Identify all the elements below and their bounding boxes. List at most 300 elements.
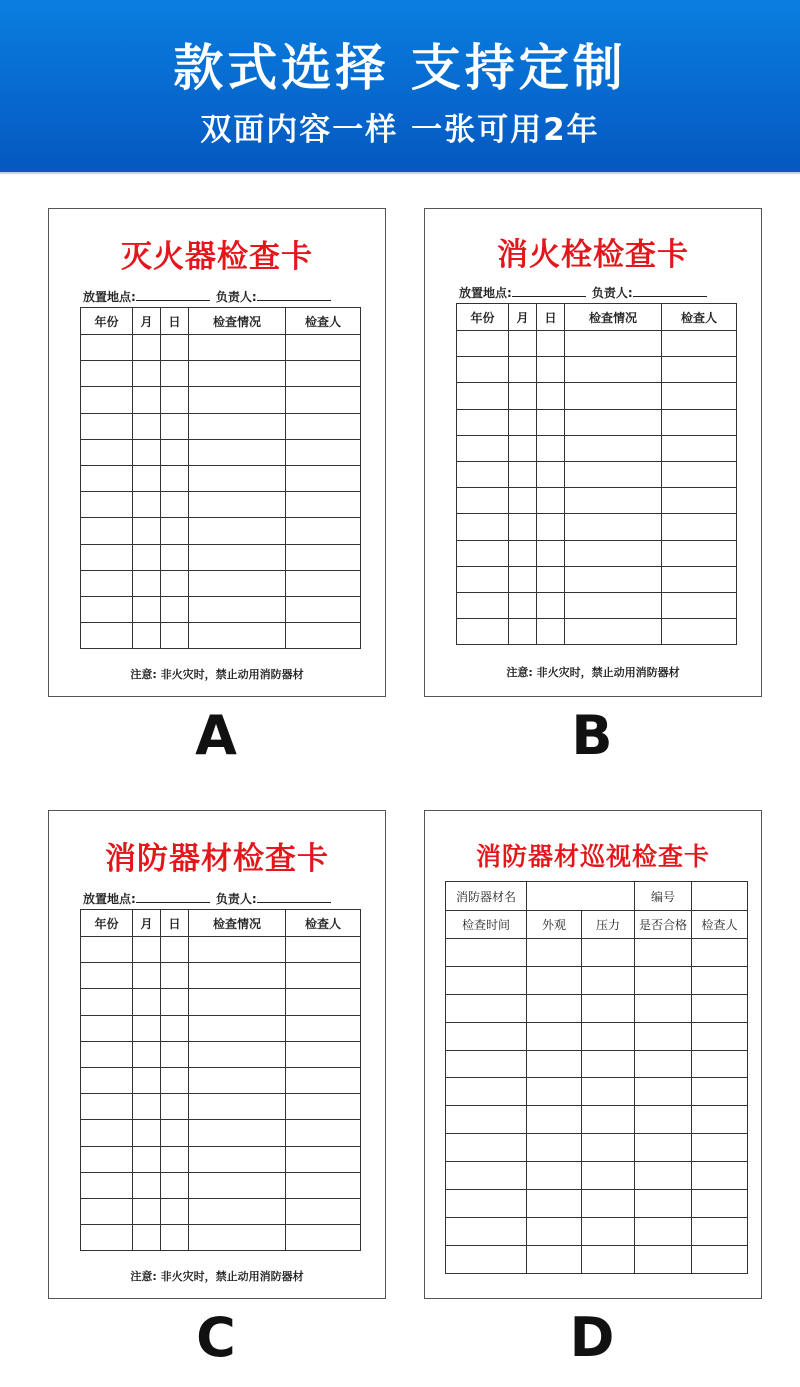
patrol-table bbox=[445, 881, 748, 1274]
table-cell[interactable] bbox=[81, 361, 133, 387]
table-cell[interactable] bbox=[161, 518, 189, 544]
table-cell[interactable] bbox=[662, 488, 737, 514]
table-cell[interactable] bbox=[81, 544, 133, 570]
table-cell[interactable] bbox=[81, 1120, 133, 1146]
table-cell[interactable] bbox=[509, 566, 537, 592]
header-cell: 月 bbox=[133, 910, 161, 937]
table-cell[interactable] bbox=[81, 1172, 133, 1198]
header-cell: 月 bbox=[509, 304, 537, 331]
table-cell[interactable] bbox=[161, 963, 189, 989]
table-row bbox=[446, 1190, 748, 1218]
table-cell[interactable] bbox=[635, 939, 692, 967]
table-cell[interactable] bbox=[81, 989, 133, 1015]
banner bbox=[0, 0, 800, 174]
table-row bbox=[457, 357, 737, 383]
table-cell[interactable] bbox=[189, 1198, 286, 1224]
table-cell[interactable] bbox=[692, 1106, 748, 1134]
table-cell[interactable] bbox=[565, 435, 662, 461]
table-cell[interactable] bbox=[582, 1190, 635, 1218]
table-cell[interactable] bbox=[635, 1106, 692, 1134]
table-cell[interactable] bbox=[286, 570, 361, 596]
table-cell[interactable] bbox=[582, 1022, 635, 1050]
table-cell[interactable] bbox=[446, 1217, 527, 1245]
table-cell[interactable] bbox=[161, 596, 189, 622]
table-cell[interactable] bbox=[81, 439, 133, 465]
table-row bbox=[457, 619, 737, 645]
table-cell[interactable] bbox=[527, 1022, 582, 1050]
table-cell[interactable] bbox=[189, 335, 286, 361]
table-cell[interactable] bbox=[161, 1225, 189, 1251]
table-row bbox=[81, 1225, 361, 1251]
table-cell[interactable] bbox=[692, 966, 748, 994]
table-cell[interactable] bbox=[457, 331, 509, 357]
table-row bbox=[446, 1217, 748, 1245]
table-cell[interactable] bbox=[509, 357, 537, 383]
table-cell[interactable] bbox=[286, 1120, 361, 1146]
table-cell[interactable] bbox=[537, 540, 565, 566]
table-cell[interactable] bbox=[692, 1162, 748, 1190]
table-cell[interactable] bbox=[161, 544, 189, 570]
table-cell[interactable] bbox=[582, 939, 635, 967]
table-cell[interactable] bbox=[662, 619, 737, 645]
table-header bbox=[457, 304, 737, 331]
header-cell: 年份 bbox=[81, 308, 133, 335]
table-cell[interactable] bbox=[565, 461, 662, 487]
table-cell[interactable] bbox=[286, 937, 361, 963]
table-cell[interactable] bbox=[133, 989, 161, 1015]
table-row bbox=[81, 1094, 361, 1120]
table-cell[interactable] bbox=[527, 1078, 582, 1106]
table-cell[interactable] bbox=[457, 514, 509, 540]
table-row bbox=[457, 435, 737, 461]
table-cell[interactable] bbox=[161, 1172, 189, 1198]
table-cell[interactable] bbox=[537, 592, 565, 618]
card-d bbox=[424, 810, 762, 1299]
table-cell[interactable] bbox=[161, 937, 189, 963]
table-cell[interactable] bbox=[446, 994, 527, 1022]
table-cell[interactable] bbox=[692, 1022, 748, 1050]
table-cell[interactable] bbox=[662, 592, 737, 618]
table-cell[interactable] bbox=[161, 1198, 189, 1224]
table-cell[interactable] bbox=[286, 439, 361, 465]
table-cell[interactable] bbox=[81, 596, 133, 622]
table-cell[interactable] bbox=[81, 937, 133, 963]
table-cell[interactable] bbox=[457, 566, 509, 592]
table-cell[interactable] bbox=[133, 1172, 161, 1198]
header-cell: 检查情况 bbox=[189, 910, 286, 937]
table-row bbox=[81, 465, 361, 491]
number-value[interactable] bbox=[692, 882, 748, 911]
table-cell[interactable] bbox=[133, 623, 161, 649]
table-cell[interactable] bbox=[692, 939, 748, 967]
table-cell[interactable] bbox=[286, 1067, 361, 1093]
table-row bbox=[81, 623, 361, 649]
table-cell[interactable] bbox=[635, 1217, 692, 1245]
table-cell[interactable] bbox=[537, 514, 565, 540]
table-cell[interactable] bbox=[635, 1162, 692, 1190]
table-cell[interactable] bbox=[446, 1134, 527, 1162]
table-row bbox=[81, 1172, 361, 1198]
table-cell[interactable] bbox=[161, 1146, 189, 1172]
table-cell[interactable] bbox=[662, 383, 737, 409]
table-cell[interactable] bbox=[692, 1078, 748, 1106]
table-cell[interactable] bbox=[457, 409, 509, 435]
table-cell[interactable] bbox=[457, 592, 509, 618]
table-cell[interactable] bbox=[582, 966, 635, 994]
table-cell[interactable] bbox=[446, 1050, 527, 1078]
table-cell[interactable] bbox=[565, 331, 662, 357]
table-cell[interactable] bbox=[286, 623, 361, 649]
table-cell[interactable] bbox=[286, 1094, 361, 1120]
table-cell[interactable] bbox=[565, 540, 662, 566]
location-line bbox=[136, 892, 210, 903]
header-cell: 日 bbox=[161, 308, 189, 335]
table-cell[interactable] bbox=[692, 1050, 748, 1078]
table-cell[interactable] bbox=[662, 540, 737, 566]
table-cell[interactable] bbox=[161, 439, 189, 465]
table-cell[interactable] bbox=[286, 989, 361, 1015]
table-cell[interactable] bbox=[509, 592, 537, 618]
person-line bbox=[257, 892, 331, 903]
table-cell[interactable] bbox=[81, 1146, 133, 1172]
table-row bbox=[446, 1245, 748, 1273]
table-cell[interactable] bbox=[133, 596, 161, 622]
table-cell[interactable] bbox=[81, 1225, 133, 1251]
table-row bbox=[81, 1198, 361, 1224]
table-cell[interactable] bbox=[662, 514, 737, 540]
table-cell[interactable] bbox=[446, 1245, 527, 1273]
card-title: 消火栓检查卡 bbox=[497, 237, 689, 273]
table-cell[interactable] bbox=[446, 1162, 527, 1190]
table-cell[interactable] bbox=[133, 1146, 161, 1172]
table-cell[interactable] bbox=[662, 357, 737, 383]
table-cell[interactable] bbox=[582, 1217, 635, 1245]
table-cell[interactable] bbox=[133, 387, 161, 413]
table-cell[interactable] bbox=[286, 596, 361, 622]
table-cell[interactable] bbox=[133, 1067, 161, 1093]
table-cell[interactable] bbox=[527, 994, 582, 1022]
table-cell[interactable] bbox=[161, 1041, 189, 1067]
table-cell[interactable] bbox=[286, 1015, 361, 1041]
card-fields bbox=[459, 284, 713, 301]
table-cell[interactable] bbox=[161, 1015, 189, 1041]
table-cell[interactable] bbox=[189, 1146, 286, 1172]
option-letter-c: C bbox=[196, 1306, 236, 1369]
table-cell[interactable] bbox=[537, 331, 565, 357]
option-letter-d: D bbox=[569, 1306, 615, 1369]
table-cell[interactable] bbox=[81, 387, 133, 413]
table-row bbox=[446, 939, 748, 967]
table-cell[interactable] bbox=[286, 361, 361, 387]
name-value[interactable] bbox=[527, 882, 635, 911]
table-cell[interactable] bbox=[582, 1050, 635, 1078]
table-cell[interactable] bbox=[537, 383, 565, 409]
table-cell[interactable] bbox=[527, 1190, 582, 1218]
table-cell[interactable] bbox=[81, 413, 133, 439]
number-label: 编号 bbox=[635, 882, 692, 911]
table-cell[interactable] bbox=[81, 1198, 133, 1224]
table-cell[interactable] bbox=[692, 1190, 748, 1218]
table-cell[interactable] bbox=[161, 623, 189, 649]
table-cell[interactable] bbox=[133, 518, 161, 544]
table-cell[interactable] bbox=[189, 1015, 286, 1041]
table-cell[interactable] bbox=[81, 623, 133, 649]
table-cell[interactable] bbox=[81, 518, 133, 544]
table-cell[interactable] bbox=[692, 1245, 748, 1273]
table-cell[interactable] bbox=[189, 465, 286, 491]
table-cell[interactable] bbox=[509, 461, 537, 487]
table-cell[interactable] bbox=[565, 566, 662, 592]
table-cell[interactable] bbox=[662, 435, 737, 461]
banner-title: 款式选择 支持定制 bbox=[173, 39, 627, 97]
table-cell[interactable] bbox=[189, 544, 286, 570]
table-cell[interactable] bbox=[161, 361, 189, 387]
header-cell: 日 bbox=[161, 910, 189, 937]
table-cell[interactable] bbox=[286, 387, 361, 413]
table-cell[interactable] bbox=[446, 1022, 527, 1050]
table-cell[interactable] bbox=[133, 570, 161, 596]
table-cell[interactable] bbox=[582, 1106, 635, 1134]
table-header bbox=[446, 911, 748, 939]
table-cell[interactable] bbox=[565, 592, 662, 618]
table-cell[interactable] bbox=[81, 1067, 133, 1093]
table-cell[interactable] bbox=[635, 1022, 692, 1050]
table-cell[interactable] bbox=[446, 1190, 527, 1218]
table-cell[interactable] bbox=[189, 1225, 286, 1251]
table-cell[interactable] bbox=[635, 1078, 692, 1106]
table-cell[interactable] bbox=[509, 488, 537, 514]
table-cell[interactable] bbox=[161, 465, 189, 491]
table-cell[interactable] bbox=[286, 1041, 361, 1067]
header-cell: 压力 bbox=[582, 911, 635, 939]
table-cell[interactable] bbox=[189, 1041, 286, 1067]
card-c bbox=[48, 810, 386, 1299]
table-cell[interactable] bbox=[446, 1078, 527, 1106]
table-cell[interactable] bbox=[662, 566, 737, 592]
table-cell[interactable] bbox=[457, 383, 509, 409]
table-row bbox=[457, 331, 737, 357]
table-cell[interactable] bbox=[582, 994, 635, 1022]
table-cell[interactable] bbox=[161, 989, 189, 1015]
table-cell[interactable] bbox=[189, 1067, 286, 1093]
table-cell[interactable] bbox=[582, 1134, 635, 1162]
table-cell[interactable] bbox=[189, 596, 286, 622]
table-cell[interactable] bbox=[81, 963, 133, 989]
table-cell[interactable] bbox=[81, 1015, 133, 1041]
table-cell[interactable] bbox=[537, 488, 565, 514]
person-line bbox=[257, 290, 331, 301]
table-cell[interactable] bbox=[189, 623, 286, 649]
table-cell[interactable] bbox=[133, 963, 161, 989]
table-row bbox=[81, 1041, 361, 1067]
table-cell[interactable] bbox=[446, 939, 527, 967]
table-cell[interactable] bbox=[457, 488, 509, 514]
table-cell[interactable] bbox=[161, 570, 189, 596]
table-cell[interactable] bbox=[189, 387, 286, 413]
table-cell[interactable] bbox=[189, 439, 286, 465]
table-cell[interactable] bbox=[133, 1015, 161, 1041]
table-cell[interactable] bbox=[537, 461, 565, 487]
table-cell[interactable] bbox=[527, 939, 582, 967]
table-cell[interactable] bbox=[527, 1106, 582, 1134]
table-cell[interactable] bbox=[662, 461, 737, 487]
header-cell: 检查情况 bbox=[189, 308, 286, 335]
table-cell[interactable] bbox=[509, 514, 537, 540]
table-cell[interactable] bbox=[635, 1050, 692, 1078]
table-row bbox=[81, 1015, 361, 1041]
table-cell[interactable] bbox=[133, 361, 161, 387]
table-cell[interactable] bbox=[537, 409, 565, 435]
table-cell[interactable] bbox=[635, 966, 692, 994]
table-cell[interactable] bbox=[527, 1050, 582, 1078]
table-cell[interactable] bbox=[189, 937, 286, 963]
table-cell[interactable] bbox=[133, 1198, 161, 1224]
table-cell[interactable] bbox=[446, 966, 527, 994]
card-note: 注意: 非火灾时，禁止动用消防器材 bbox=[130, 668, 304, 681]
table-cell[interactable] bbox=[635, 994, 692, 1022]
table-cell[interactable] bbox=[81, 335, 133, 361]
table-header bbox=[81, 910, 361, 937]
table-cell[interactable] bbox=[692, 994, 748, 1022]
table-cell[interactable] bbox=[527, 966, 582, 994]
table-cell[interactable] bbox=[457, 461, 509, 487]
table-cell[interactable] bbox=[189, 361, 286, 387]
table-cell[interactable] bbox=[457, 435, 509, 461]
table-cell[interactable] bbox=[457, 619, 509, 645]
header-cell: 月 bbox=[133, 308, 161, 335]
table-cell[interactable] bbox=[189, 492, 286, 518]
table-cell[interactable] bbox=[161, 1094, 189, 1120]
table-cell[interactable] bbox=[161, 387, 189, 413]
table-cell[interactable] bbox=[509, 409, 537, 435]
table-cell[interactable] bbox=[189, 1120, 286, 1146]
table-cell[interactable] bbox=[582, 1245, 635, 1273]
table-cell[interactable] bbox=[133, 1120, 161, 1146]
table-cell[interactable] bbox=[189, 1094, 286, 1120]
table-cell[interactable] bbox=[286, 413, 361, 439]
table-cell[interactable] bbox=[133, 1225, 161, 1251]
table-cell[interactable] bbox=[662, 331, 737, 357]
table-cell[interactable] bbox=[509, 619, 537, 645]
table-cell[interactable] bbox=[692, 1217, 748, 1245]
table-cell[interactable] bbox=[286, 1146, 361, 1172]
table-cell[interactable] bbox=[565, 409, 662, 435]
table-cell[interactable] bbox=[537, 566, 565, 592]
table-row bbox=[446, 1050, 748, 1078]
table-cell[interactable] bbox=[133, 1094, 161, 1120]
table-cell[interactable] bbox=[81, 1041, 133, 1067]
table-cell[interactable] bbox=[509, 540, 537, 566]
table-cell[interactable] bbox=[527, 1217, 582, 1245]
header-cell: 检查时间 bbox=[446, 911, 527, 939]
table-cell[interactable] bbox=[662, 409, 737, 435]
table-cell[interactable] bbox=[537, 357, 565, 383]
table-cell[interactable] bbox=[537, 619, 565, 645]
table-cell[interactable] bbox=[133, 492, 161, 518]
table-cell[interactable] bbox=[527, 1162, 582, 1190]
table-cell[interactable] bbox=[286, 492, 361, 518]
table-cell[interactable] bbox=[133, 544, 161, 570]
table-cell[interactable] bbox=[286, 465, 361, 491]
table-cell[interactable] bbox=[635, 1134, 692, 1162]
table-cell[interactable] bbox=[509, 331, 537, 357]
table-row bbox=[81, 1146, 361, 1172]
table-cell[interactable] bbox=[286, 335, 361, 361]
table-cell[interactable] bbox=[692, 1134, 748, 1162]
table-cell[interactable] bbox=[161, 413, 189, 439]
table-cell[interactable] bbox=[509, 383, 537, 409]
person-label: 负责人: bbox=[215, 290, 257, 304]
table-cell[interactable] bbox=[161, 335, 189, 361]
table-cell[interactable] bbox=[527, 1134, 582, 1162]
table-cell[interactable] bbox=[635, 1245, 692, 1273]
table-cell[interactable] bbox=[286, 518, 361, 544]
table-cell[interactable] bbox=[81, 1094, 133, 1120]
table-cell[interactable] bbox=[189, 989, 286, 1015]
table-cell[interactable] bbox=[133, 335, 161, 361]
table-row bbox=[457, 540, 737, 566]
table-cell[interactable] bbox=[446, 1106, 527, 1134]
table-cell[interactable] bbox=[133, 439, 161, 465]
table-row bbox=[446, 966, 748, 994]
table-cell[interactable] bbox=[286, 1198, 361, 1224]
table-cell[interactable] bbox=[565, 383, 662, 409]
table-cell[interactable] bbox=[565, 488, 662, 514]
table-cell[interactable] bbox=[582, 1162, 635, 1190]
table-cell[interactable] bbox=[189, 518, 286, 544]
header-cell: 检查人 bbox=[662, 304, 737, 331]
table-row bbox=[81, 335, 361, 361]
table-cell[interactable] bbox=[133, 937, 161, 963]
table-cell[interactable] bbox=[161, 1067, 189, 1093]
table-cell[interactable] bbox=[189, 570, 286, 596]
table-cell[interactable] bbox=[133, 1041, 161, 1067]
table-cell[interactable] bbox=[133, 465, 161, 491]
table-cell[interactable] bbox=[635, 1190, 692, 1218]
table-cell[interactable] bbox=[582, 1078, 635, 1106]
table-cell[interactable] bbox=[509, 435, 537, 461]
table-cell[interactable] bbox=[457, 540, 509, 566]
table-row bbox=[457, 488, 737, 514]
table-cell[interactable] bbox=[565, 514, 662, 540]
table-cell[interactable] bbox=[189, 1172, 286, 1198]
table-cell[interactable] bbox=[161, 492, 189, 518]
table-row bbox=[81, 937, 361, 963]
table-cell[interactable] bbox=[189, 413, 286, 439]
table-cell[interactable] bbox=[565, 357, 662, 383]
table-row bbox=[81, 544, 361, 570]
table-cell[interactable] bbox=[81, 570, 133, 596]
table-cell[interactable] bbox=[189, 963, 286, 989]
table-cell[interactable] bbox=[81, 465, 133, 491]
table-cell[interactable] bbox=[565, 619, 662, 645]
table-cell[interactable] bbox=[527, 1245, 582, 1273]
table-cell[interactable] bbox=[161, 1120, 189, 1146]
table-cell[interactable] bbox=[286, 544, 361, 570]
inspection-table bbox=[456, 303, 737, 645]
table-cell[interactable] bbox=[81, 492, 133, 518]
name-label: 消防器材名 bbox=[446, 882, 527, 911]
table-cell[interactable] bbox=[537, 435, 565, 461]
card-title: 消防器材检查卡 bbox=[105, 841, 329, 877]
table-cell[interactable] bbox=[133, 413, 161, 439]
table-row bbox=[81, 989, 361, 1015]
location-label: 放置地点: bbox=[83, 892, 136, 906]
table-cell[interactable] bbox=[457, 357, 509, 383]
table-cell[interactable] bbox=[286, 1225, 361, 1251]
table-cell[interactable] bbox=[286, 963, 361, 989]
table-cell[interactable] bbox=[286, 1172, 361, 1198]
